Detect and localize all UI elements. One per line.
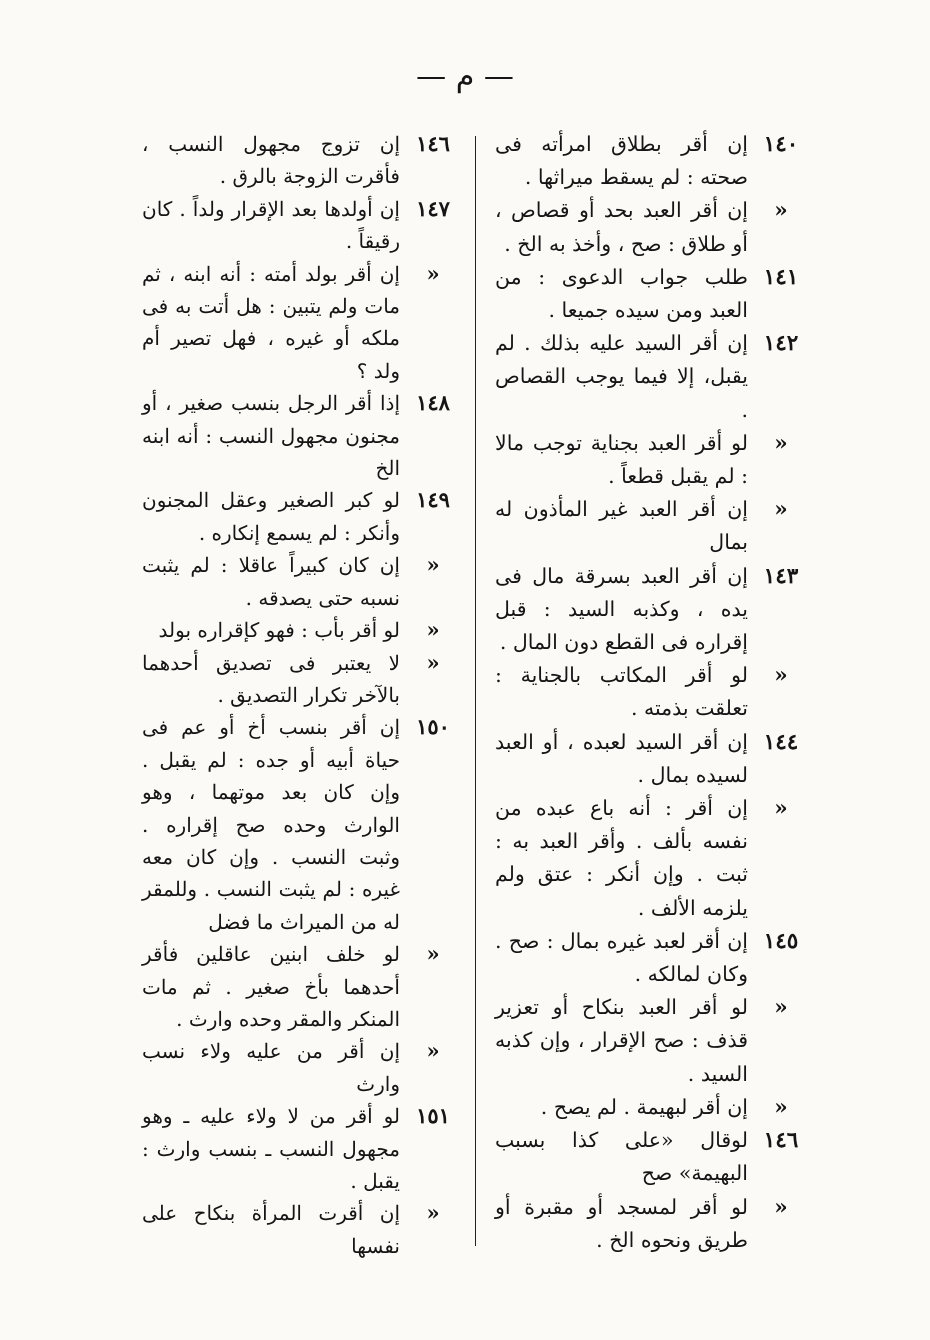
entry-number: ١٤٨ bbox=[416, 390, 450, 416]
entry-number: ١٤٤ bbox=[763, 729, 799, 755]
entry-number: « bbox=[426, 1200, 440, 1226]
entry-text: لو خلف ابنين عاقلين فأقر أحدهما بأخ صغير . ثم مات المنكر والمقر وحده وارث . bbox=[142, 942, 400, 1031]
entry-item bbox=[142, 387, 462, 484]
entry-text: لو أقر العبد بجناية توجب مالا : لم يقبل قطعاً . bbox=[495, 430, 748, 489]
entry-number: ١٤٧ bbox=[416, 195, 450, 221]
entry-number: « bbox=[426, 617, 440, 643]
entry-number: ١٥١ bbox=[416, 1103, 450, 1129]
entry-number: ١٤٠ bbox=[763, 132, 799, 157]
entry-item bbox=[495, 194, 810, 260]
entry-item bbox=[495, 659, 810, 725]
left-column bbox=[142, 128, 462, 1262]
entry-text: إن أقر السيد لعبده ، أو العبد لسيده بمال . bbox=[495, 729, 748, 787]
entry-text: إن أقر بنسب أخ أو عم فى حياة أبيه أو جده : لم يقبل . وإن كان بعد موتهما ، وهو الوارث وحده صح إقراره . وثبت النسب . وإن كان معه غيره : لم يثبت النسب . وللمقر له من الميراث ما فضل bbox=[142, 715, 400, 934]
entry-item bbox=[142, 614, 462, 646]
entry-text: إن أقر بطلاق امرأته فى صحته : لم يسقط ميراثها . bbox=[495, 132, 748, 190]
entry-item bbox=[142, 128, 462, 193]
entry-item bbox=[495, 1091, 810, 1124]
entry-number: ١٤٦ bbox=[763, 1128, 799, 1154]
entry-number: « bbox=[426, 941, 440, 967]
entry-text: إن أقر : أنه باع عبده من نفسه بألف . وأقر العبد به : ثبت . وإن أنكر : عتق ولم يلزمه الألف . bbox=[495, 796, 748, 920]
entry-number: « bbox=[774, 1194, 788, 1220]
entry-number: « bbox=[426, 260, 440, 286]
entry-text: إن أقرت المرأة بنكاح على نفسها bbox=[142, 1201, 400, 1258]
entry-item bbox=[142, 549, 462, 614]
entry-text: لو أقر من لا ولاء عليه ـ وهو مجهول النسب ـ بنسب وارث : يقبل . bbox=[142, 1104, 400, 1193]
entry-text: إن أولدها بعد الإقرار ولداً . كان رقيقاً . bbox=[142, 196, 400, 254]
column-divider bbox=[475, 136, 476, 1246]
entry-number: ١٤٣ bbox=[763, 563, 799, 589]
entry-item bbox=[142, 193, 462, 258]
entry-number: ١٤٦ bbox=[416, 131, 450, 156]
entry-text: لو أقر لمسجد أو مقبرة أو طريق ونحوه الخ . bbox=[495, 1194, 748, 1252]
entry-text: إن أقر لعبد غيره بمال : صح . وكان لمالكه . bbox=[495, 928, 748, 987]
entry-number: « bbox=[426, 649, 440, 675]
entry-text: إن أقر من عليه ولاء نسب وارث bbox=[142, 1039, 400, 1096]
entry-item bbox=[495, 1124, 810, 1190]
entry-text: إن تزوج مجهول النسب ، فأقرت الزوجة بالرق . bbox=[142, 132, 400, 189]
entry-item bbox=[495, 792, 810, 925]
entry-text: إن أقر بولد أمته : أنه ابنه ، ثم مات ولم يتبين : هل أتت به فى ملكه أو غيره ، فهل تصير أم ولد ؟ bbox=[142, 261, 400, 383]
entry-item bbox=[495, 327, 810, 427]
entry-item bbox=[142, 1197, 462, 1262]
entry-number: « bbox=[774, 663, 788, 689]
entry-item bbox=[142, 1100, 462, 1197]
entry-item bbox=[495, 991, 810, 1091]
entry-text: لو أقر العبد بنكاح أو تعزير قذف : صح الإقرار ، وإن كذبه السيد . bbox=[495, 995, 748, 1086]
entry-item bbox=[495, 1191, 810, 1257]
entry-item bbox=[142, 258, 462, 388]
entry-item bbox=[142, 484, 462, 549]
entry-number: « bbox=[774, 430, 788, 456]
entry-item bbox=[495, 726, 810, 792]
entry-text: لا يعتبر فى تصديق أحدهما بالآخر تكرار التصديق . bbox=[142, 650, 400, 707]
entry-number: ١٤١ bbox=[763, 264, 799, 290]
entry-text: طلب جواب الدعوى : من العبد ومن سيده جميعا . bbox=[495, 264, 748, 323]
entry-number: « bbox=[774, 497, 788, 523]
entry-item bbox=[495, 925, 810, 991]
entry-item bbox=[142, 711, 462, 938]
entry-text: لو أقر بأب : فهو كإقراره بولد bbox=[158, 618, 400, 643]
entry-item bbox=[142, 938, 462, 1035]
entry-number: « bbox=[774, 995, 788, 1021]
entry-text: إن أقر العبد بسرقة مال فى يده ، وكذبه السيد : قبل إقراره فى القطع دون المال . bbox=[495, 563, 748, 655]
entry-text: إن أقر العبد غير المأذون له بمال bbox=[495, 497, 748, 555]
entry-number: ١٥٠ bbox=[416, 714, 450, 740]
page-number: — م — bbox=[416, 59, 514, 94]
entry-item bbox=[495, 560, 810, 660]
entry-item bbox=[495, 128, 810, 194]
entry-item bbox=[495, 493, 810, 559]
entry-item bbox=[142, 1035, 462, 1100]
entry-text: إن كان كبيراً عاقلا : لم يثبت نسبه حتى يصدقه . bbox=[142, 553, 400, 610]
entry-text: إن أقر لبهيمة . لم يصح . bbox=[540, 1094, 748, 1119]
right-column bbox=[495, 128, 810, 1257]
entry-number: « bbox=[426, 1038, 440, 1064]
entry-item bbox=[495, 261, 810, 327]
entry-text: إن أقر السيد عليه بذلك . لم يقبل، إلا فيما يوجب القصاص . bbox=[495, 331, 748, 422]
entry-text: إن أقر العبد بحد أو قصاص ، أو طلاق : صح ، وأخذ به الخ . bbox=[495, 198, 748, 256]
entry-number: « bbox=[774, 198, 788, 224]
entry-number: ١٤٩ bbox=[416, 487, 450, 513]
entry-text: لو كبر الصغير وعقل المجنون وأنكر : لم يسمع إنكاره . bbox=[142, 488, 400, 545]
entry-text: لو أقر المكاتب بالجناية : تعلقت بذمته . bbox=[495, 663, 748, 721]
entry-item bbox=[142, 647, 462, 712]
entry-item bbox=[495, 427, 810, 493]
entry-number: ١٤٥ bbox=[763, 928, 799, 954]
entry-number: « bbox=[774, 1094, 788, 1120]
entry-number: « bbox=[774, 796, 788, 822]
entry-number: « bbox=[426, 552, 440, 578]
entry-number: ١٤٢ bbox=[763, 331, 799, 357]
entry-text: لوقال «على كذا بسبب البهيمة» صح bbox=[495, 1128, 748, 1186]
entry-text: إذا أقر الرجل بنسب صغير ، أو مجنون مجهول النسب : أنه ابنه الخ bbox=[142, 391, 400, 481]
